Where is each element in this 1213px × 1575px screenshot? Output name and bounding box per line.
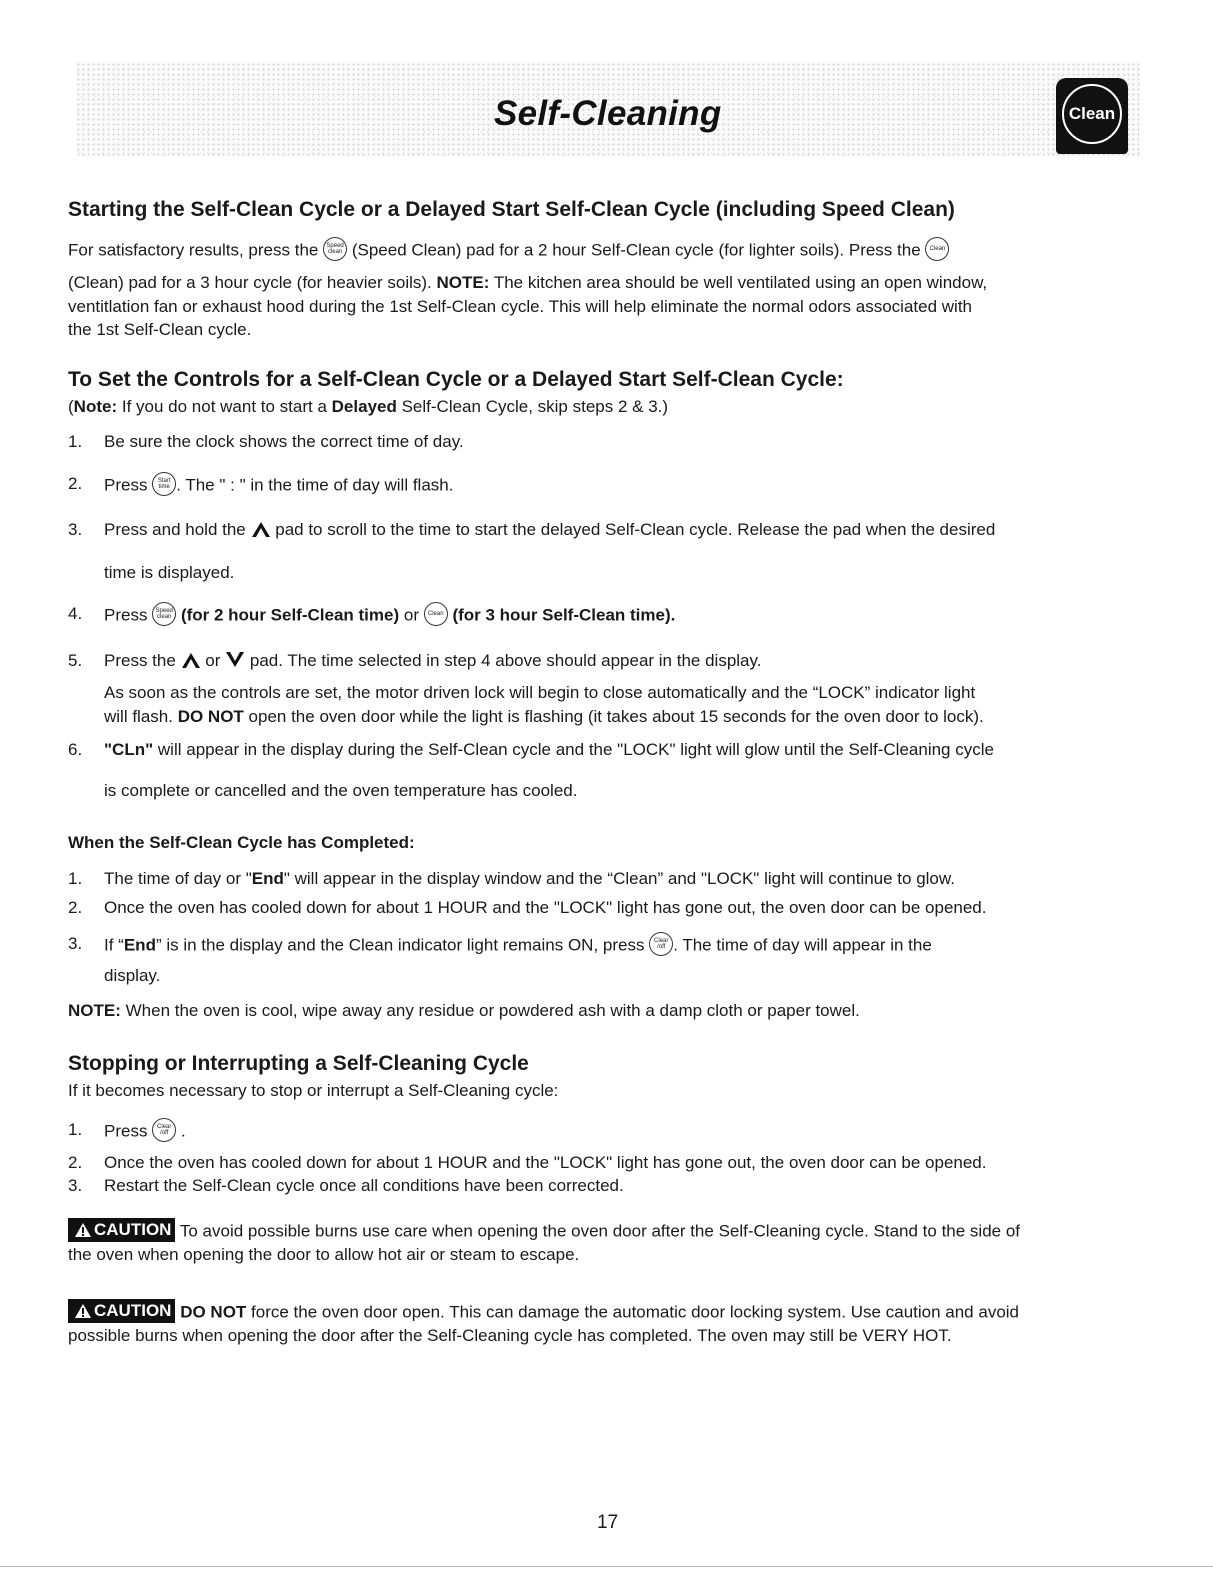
- step-number: 1.: [68, 869, 83, 888]
- note-line: [68, 397, 668, 417]
- clean-pad-icon: Clean: [925, 237, 949, 261]
- step-text: [104, 740, 994, 760]
- text: The kitchen area should be well ventilated using an open window,: [493, 273, 988, 292]
- speed-clean-pad-icon: Speed clean: [323, 237, 347, 261]
- text: will appear in the display during the Self-Clean cycle and the "LOCK" light will glow until the Self-Cleaning cycle: [157, 740, 994, 759]
- step-text-cont: display.: [104, 966, 161, 985]
- step-text: [104, 1120, 186, 1144]
- step-text: Once the oven has cooled down for about 1 HOUR and the "LOCK" light has gone out, the oven door can be opened.: [104, 1153, 987, 1172]
- step-text: [104, 520, 995, 540]
- clear-off-pad-icon: Clear /off: [649, 932, 673, 956]
- text: pad to scroll to the time to start the delayed Self-Clean cycle. Release the pad when the desired: [275, 520, 996, 539]
- emphasis: (for 3 hour Self-Clean time).: [452, 605, 676, 625]
- step-text-cont: is complete or cancelled and the oven temperature has cooled.: [104, 781, 578, 800]
- step-text-cont: [104, 707, 984, 727]
- page-title: Self-Cleaning: [494, 94, 722, 133]
- text: When the oven is cool, wipe away any residue or powdered ash with a damp cloth or paper towel.: [125, 1001, 860, 1020]
- emphasis: End: [123, 935, 156, 955]
- text: open the oven door while the light is flashing (it takes about 15 seconds for the oven door to lock).: [248, 707, 984, 726]
- text: Press: [104, 1121, 148, 1141]
- caution-badge: [68, 1218, 175, 1242]
- step-text: Restart the Self-Clean cycle once all conditions have been corrected.: [104, 1176, 624, 1195]
- caution-line: [68, 1301, 1019, 1325]
- text: will flash.: [104, 707, 173, 726]
- speed-clean-pad-icon: Speed clean: [152, 602, 176, 626]
- intro-line: If it becomes necessary to stop or interrupt a Self-Cleaning cycle:: [68, 1081, 559, 1100]
- clean-pad-icon: Clean: [424, 602, 448, 626]
- note-line: [68, 1001, 860, 1021]
- step-number: 2.: [68, 1153, 83, 1172]
- step-number: 3.: [68, 1176, 83, 1195]
- step-text: [104, 869, 955, 889]
- text: . The " : " in the time of day will flash.: [176, 475, 454, 495]
- text: For satisfactory results, press the: [68, 240, 319, 260]
- section-heading-completed: When the Self-Clean Cycle has Completed:: [68, 833, 415, 852]
- text: force the oven door open. This can damage the automatic door locking system. Use caution and avoid: [251, 1302, 1020, 1322]
- text: pad. The time selected in step 4 above should appear in the display.: [249, 651, 762, 670]
- paragraph-line: [68, 273, 987, 293]
- text: (Speed Clean) pad for a 2 hour Self-Clean cycle (for lighter soils). Press the: [351, 240, 921, 260]
- clean-badge-icon: [1056, 78, 1128, 154]
- text: Press and hold the: [104, 520, 246, 539]
- note-label: NOTE:: [68, 1001, 121, 1020]
- caution-label: CAUTION: [94, 1301, 172, 1320]
- paragraph-line: ventitlation fan or exhaust hood during the 1st Self-Clean cycle. This will help eliminate the normal odors associated with: [68, 297, 973, 316]
- text: (Clean) pad for a 3 hour cycle (for heavier soils).: [68, 273, 432, 292]
- text: Self-Clean Cycle, skip steps 2 & 3.): [401, 397, 669, 416]
- step-number: 4.: [68, 604, 83, 623]
- text: If you do not want to start a: [121, 397, 327, 416]
- paragraph-line: the 1st Self-Clean cycle.: [68, 320, 252, 339]
- text: " will appear in the display window and the “Clean” and "LOCK" light will continue to glow.: [283, 869, 955, 888]
- step-number: 5.: [68, 651, 83, 670]
- clean-badge-ring: [1062, 84, 1122, 144]
- step-text-cont: As soon as the controls are set, the motor driven lock will begin to close automatically and the “LOCK” indicator light: [104, 683, 976, 702]
- clean-badge-label: Clean: [1068, 104, 1116, 123]
- page-number: 17: [597, 1512, 619, 1533]
- note-label: NOTE:: [436, 273, 490, 292]
- warning-triangle-icon: [74, 1303, 92, 1319]
- step-number: 2.: [68, 898, 83, 917]
- text: The time of day or ": [104, 869, 252, 888]
- section-heading-stopping: Stopping or Interrupting a Self-Cleaning Cycle: [68, 1052, 529, 1075]
- text: or: [403, 605, 419, 625]
- step-text: [104, 651, 761, 671]
- note-label: Note:: [73, 397, 118, 416]
- caution-line-cont: possible burns when opening the door after the Self-Cleaning cycle has completed. The oven may still be VERY HOT.: [68, 1326, 952, 1345]
- caution-label: CAUTION: [94, 1220, 172, 1239]
- text: or: [205, 651, 221, 670]
- text: If “: [104, 935, 124, 955]
- caution-line-cont: the oven when opening the door to allow hot air or steam to escape.: [68, 1245, 580, 1264]
- text: .: [180, 1121, 186, 1141]
- section-heading-starting: Starting the Self-Clean Cycle or a Delayed Start Self-Clean Cycle (including Speed Clean): [68, 198, 955, 221]
- start-time-pad-icon: Start time: [152, 472, 176, 496]
- step-number: 6.: [68, 740, 83, 759]
- text: (: [68, 397, 74, 416]
- down-arrow-icon: [225, 651, 245, 669]
- step-text: [104, 474, 453, 498]
- step-text: [104, 934, 932, 958]
- section-heading-set-controls: To Set the Controls for a Self-Clean Cycle or a Delayed Start Self-Clean Cycle:: [68, 368, 844, 391]
- step-text: [104, 604, 675, 628]
- text: Press: [104, 605, 148, 625]
- step-number: 1.: [68, 1120, 83, 1139]
- step-text: Be sure the clock shows the correct time of day.: [104, 432, 464, 451]
- emphasis: DO NOT: [177, 707, 244, 726]
- text: ” is in the display and the Clean indicator light remains ON, press: [155, 935, 645, 955]
- step-text-cont: time is displayed.: [104, 563, 235, 582]
- up-arrow-icon: [181, 651, 201, 669]
- up-arrow-icon: [251, 520, 271, 538]
- step-number: 2.: [68, 474, 83, 493]
- caution-badge: [68, 1299, 175, 1323]
- step-text: Once the oven has cooled down for about 1 HOUR and the "LOCK" light has gone out, the oven door can be opened.: [104, 898, 987, 917]
- divider: [0, 1566, 1213, 1567]
- caution-line: [68, 1220, 1020, 1244]
- step-number: 3.: [68, 934, 83, 953]
- warning-triangle-icon: [74, 1222, 92, 1238]
- emphasis: "CLn": [104, 740, 154, 759]
- clear-off-pad-icon: Clear /off: [152, 1118, 176, 1142]
- text: Press: [104, 475, 148, 495]
- emphasis: (for 2 hour Self-Clean time): [180, 605, 400, 625]
- emphasis: Delayed: [331, 397, 397, 416]
- text: To avoid possible burns use care when opening the oven door after the Self-Cleaning cycle. Stand to the side of: [179, 1221, 1021, 1241]
- paragraph-line: [68, 239, 949, 263]
- emphasis: DO NOT: [180, 1302, 247, 1322]
- step-number: 3.: [68, 520, 83, 539]
- emphasis: End: [251, 869, 284, 888]
- step-number: 1.: [68, 432, 83, 451]
- text: . The time of day will appear in the: [673, 935, 932, 955]
- text: Press the: [104, 651, 176, 670]
